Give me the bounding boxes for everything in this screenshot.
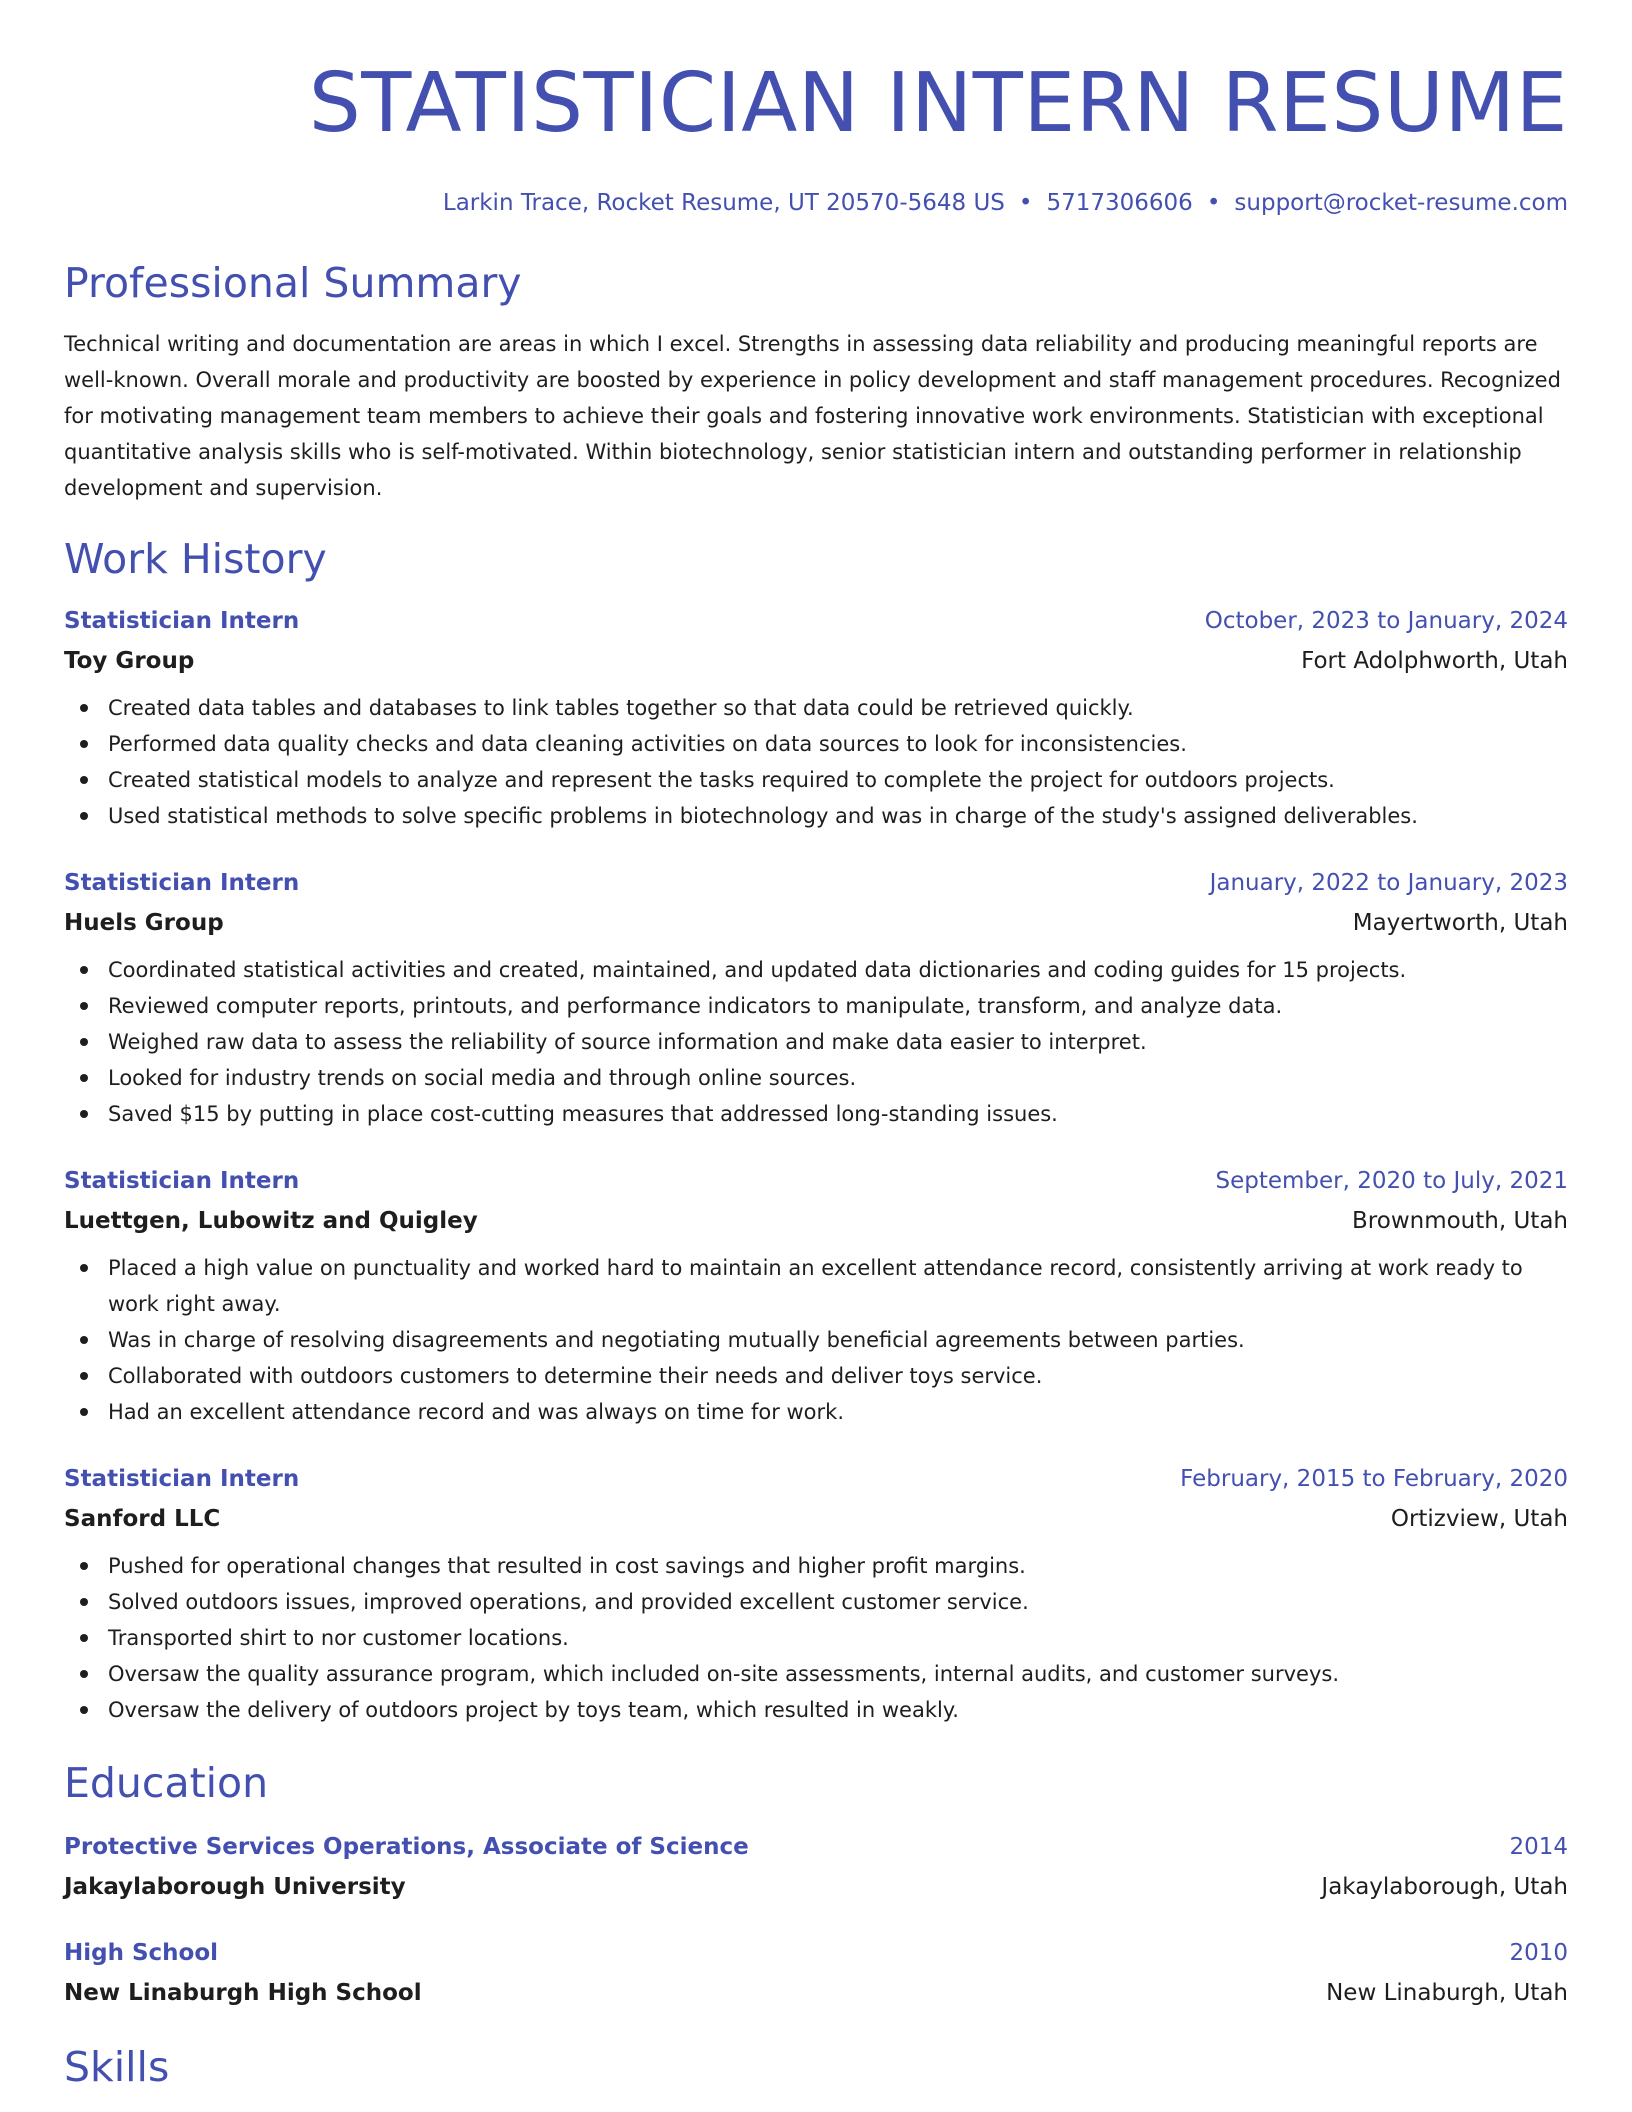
bullet-dot-icon [80, 1408, 88, 1416]
bullet-text: Looked for industry trends on social media and through online sources. [108, 1066, 857, 1090]
education-school: Jakaylaborough University [64, 1874, 406, 1900]
bullet-item [64, 1322, 1568, 1358]
bullet-item [64, 762, 1568, 798]
bullet-dot-icon [80, 1264, 88, 1272]
education-heading: Education [64, 1759, 269, 1807]
bullet-item [64, 798, 1568, 834]
bullet-dot-icon [80, 740, 88, 748]
bullet-text: Saved $15 by putting in place cost-cutting measures that addressed long-standing issues. [108, 1102, 1058, 1126]
job-bullets [64, 1250, 1568, 1430]
contact-email[interactable]: support@rocket-resume.com [1234, 190, 1568, 216]
job-location: Mayertworth, Utah [1352, 910, 1568, 936]
bullet-dot-icon [80, 1562, 88, 1570]
job-entry [64, 1464, 1568, 1728]
resume-title: STATISTICIAN INTERN RESUME [308, 56, 1568, 151]
contact-line [64, 188, 1568, 218]
bullet-item [64, 1096, 1568, 1132]
job-role: Statistician Intern [64, 608, 300, 634]
job-dates: January, 2022 to January, 2023 [1209, 870, 1568, 896]
bullet-text: Had an excellent attendance record and was always on time for work. [108, 1400, 845, 1424]
education-year: 2014 [1509, 1834, 1568, 1860]
job-location: Ortizview, Utah [1390, 1506, 1568, 1532]
job-dates: September, 2020 to July, 2021 [1215, 1168, 1568, 1194]
summary-text: Technical writing and documentation are areas in which I excel. Strengths in assessing data reliability and producing meaningful reports are well-known. Overall morale and productivity are boosted by experience in policy development and staff management procedures. Recognized for motivating management team members to achieve their goals and fostering innovative work environments. Statistician with exceptional quantitative analysis skills who is self-motivated. Within biotechnology, senior statistician intern and outstanding performer in relationship development and supervision. [64, 332, 1561, 500]
bullet-dot-icon [80, 966, 88, 974]
skills-heading: Skills [64, 2043, 170, 2091]
bullet-text: Oversaw the quality assurance program, which included on-site assessments, internal audits, and customer surveys. [108, 1662, 1340, 1686]
contact-separator: • [1206, 190, 1221, 216]
bullet-item [64, 1692, 1568, 1728]
education-location: Jakaylaborough, Utah [1321, 1874, 1568, 1900]
bullet-text: Performed data quality checks and data cleaning activities on data sources to look for inconsistencies. [108, 732, 1187, 756]
job-bullets [64, 952, 1568, 1132]
resume-page [64, 0, 1568, 2092]
education-degree: Protective Services Operations, Associate of Science [64, 1834, 749, 1860]
education-location: New Linaburgh, Utah [1326, 1980, 1568, 2006]
bullet-dot-icon [80, 812, 88, 820]
bullet-item [64, 1620, 1568, 1656]
bullet-text: Weighed raw data to assess the reliability of source information and make data easier to interpret. [108, 1030, 1147, 1054]
bullet-item [64, 1060, 1568, 1096]
bullet-dot-icon [80, 1002, 88, 1010]
job-location: Brownmouth, Utah [1352, 1208, 1568, 1234]
bullet-dot-icon [80, 704, 88, 712]
bullet-text: Was in charge of resolving disagreements and negotiating mutually beneficial agreements between parties. [108, 1328, 1245, 1352]
job-company: Sanford LLC [64, 1506, 221, 1532]
bullet-dot-icon [80, 1336, 88, 1344]
bullet-item [64, 690, 1568, 726]
job-role: Statistician Intern [64, 1466, 300, 1492]
contact-separator: • [1018, 190, 1033, 216]
bullet-item [64, 726, 1568, 762]
job-entry [64, 1166, 1568, 1430]
bullet-text: Transported shirt to nor customer locations. [108, 1626, 569, 1650]
education-entry [64, 1832, 1568, 1902]
education-degree: High School [64, 1940, 219, 1966]
bullet-item [64, 1024, 1568, 1060]
job-location: Fort Adolphworth, Utah [1301, 648, 1568, 674]
contact-address: Larkin Trace, Rocket Resume, UT 20570-5648 US [442, 190, 1005, 216]
bullet-text: Used statistical methods to solve specific problems in biotechnology and was in charge of the study's assigned deliverables. [108, 804, 1418, 828]
job-company: Luettgen, Lubowitz and Quigley [64, 1208, 478, 1234]
job-role: Statistician Intern [64, 870, 300, 896]
bullet-item [64, 1656, 1568, 1692]
bullet-text: Placed a high value on punctuality and worked hard to maintain an excellent attendance record, consistently arriving at work ready to work right away. [108, 1256, 1523, 1316]
bullet-text: Coordinated statistical activities and created, maintained, and updated data dictionaries and coding guides for 15 projects. [108, 958, 1407, 982]
job-entry [64, 868, 1568, 1132]
bullet-item [64, 1358, 1568, 1394]
bullet-text: Created statistical models to analyze and represent the tasks required to complete the project for outdoors projects. [108, 768, 1335, 792]
job-company: Toy Group [64, 648, 195, 674]
bullet-dot-icon [80, 1110, 88, 1118]
bullet-item [64, 1250, 1568, 1322]
bullet-text: Oversaw the delivery of outdoors project by toys team, which resulted in weakly. [108, 1698, 959, 1722]
bullet-item [64, 1548, 1568, 1584]
job-company: Huels Group [64, 910, 224, 936]
work-history-heading: Work History [64, 535, 327, 583]
education-school: New Linaburgh High School [64, 1980, 422, 2006]
bullet-dot-icon [80, 1670, 88, 1678]
bullet-dot-icon [80, 1598, 88, 1606]
summary-heading: Professional Summary [64, 259, 522, 307]
bullet-item [64, 1394, 1568, 1430]
job-role: Statistician Intern [64, 1168, 300, 1194]
job-dates: October, 2023 to January, 2024 [1204, 608, 1568, 634]
job-entry [64, 606, 1568, 834]
bullet-dot-icon [80, 1372, 88, 1380]
job-bullets [64, 1548, 1568, 1728]
bullet-item [64, 952, 1568, 988]
bullet-text: Reviewed computer reports, printouts, and performance indicators to manipulate, transform, and analyze data. [108, 994, 1283, 1018]
bullet-dot-icon [80, 1706, 88, 1714]
bullet-dot-icon [80, 1074, 88, 1082]
bullet-dot-icon [80, 1038, 88, 1046]
bullet-text: Created data tables and databases to link tables together so that data could be retrieved quickly. [108, 696, 1134, 720]
bullet-item [64, 1584, 1568, 1620]
contact-phone[interactable]: 5717306606 [1046, 190, 1193, 216]
job-dates: February, 2015 to February, 2020 [1180, 1466, 1568, 1492]
job-bullets [64, 690, 1568, 834]
bullet-text: Solved outdoors issues, improved operations, and provided excellent customer service. [108, 1590, 1029, 1614]
education-entry [64, 1938, 1568, 2008]
education-year: 2010 [1509, 1940, 1568, 1966]
bullet-dot-icon [80, 776, 88, 784]
bullet-text: Collaborated with outdoors customers to determine their needs and deliver toys service. [108, 1364, 1043, 1388]
bullet-item [64, 988, 1568, 1024]
bullet-dot-icon [80, 1634, 88, 1642]
bullet-text: Pushed for operational changes that resulted in cost savings and higher profit margins. [108, 1554, 1026, 1578]
